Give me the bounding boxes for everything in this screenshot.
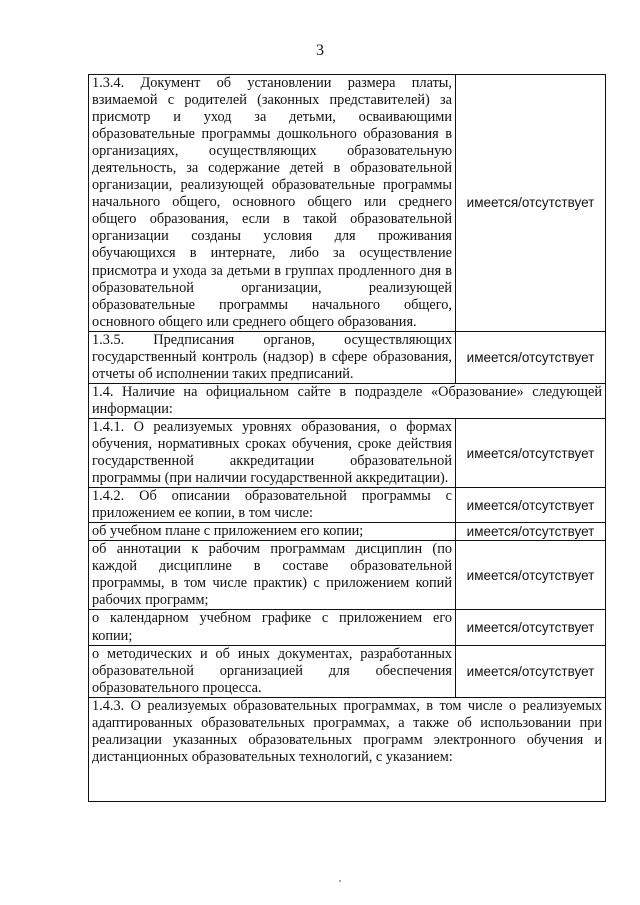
criterion-text: 1.4.2. Об описании образовательной программы с приложением ее копии, в том числе:: [89, 488, 456, 523]
criterion-text: 1.3.5. Предписания органов, осуществляющих государственный контроль (надзор) в сфере образования, отчеты об исполнении таких предписаний.: [89, 331, 456, 383]
table-row: [89, 523, 606, 541]
status-cell: имеется/отсутствует: [456, 418, 606, 487]
criterion-text: о методических и об иных документах, разработанных образовательной организацией для обеспечения образовательного процесса.: [89, 645, 456, 697]
table-row: [89, 75, 606, 332]
table-row: [89, 418, 606, 487]
status-cell: имеется/отсутствует: [456, 488, 606, 523]
scan-speck: [339, 880, 341, 882]
status-cell: имеется/отсутствует: [456, 541, 606, 610]
page-number: 3: [316, 42, 324, 59]
status-cell: имеется/отсутствует: [456, 523, 606, 541]
section-heading: 1.4. Наличие на официальном сайте в подразделе «Образование» следующей информации:: [89, 383, 606, 418]
table-row: [89, 331, 606, 383]
status-cell: имеется/отсутствует: [456, 645, 606, 697]
status-cell: имеется/отсутствует: [456, 331, 606, 383]
criterion-text: 1.4.1. О реализуемых уровнях образования, о формах обучения, нормативных сроках обучения, сроке действия государственной аккредитации образовательной программы (при наличии государственной аккредитации).: [89, 418, 456, 487]
status-cell: имеется/отсутствует: [456, 75, 606, 332]
criterion-text: 1.3.4. Документ об установлении размера платы, взимаемой с родителей (законных представителей) за присмотр и уход за детьми, осваивающими образовательные программы дошкольного образования в организациях, осуществляющих образовательную деятельность, за содержание детей в образовательной организации, реализующей образовательные программы начального общего, основного общего или среднего общего образования, если в такой образовательной организации созданы условия для проживания обучающихся в интернате, либо за осуществление присмотра и ухода за детьми в группах продленного дня в образовательной организации, реализующей образовательные программы начального общего, основного общего или среднего общего образования.: [89, 75, 456, 332]
table-row: [89, 645, 606, 697]
table-row: [89, 610, 606, 645]
status-cell: имеется/отсутствует: [456, 610, 606, 645]
criterion-text: об учебном плане с приложением его копии;: [89, 523, 456, 541]
table-row: [89, 697, 606, 801]
table-row: [89, 541, 606, 610]
criterion-text: 1.4.3. О реализуемых образовательных программах, в том числе о реализуемых адаптированных образовательных программах, а также об использовании при реализации указанных образовательных программ электронного обучения и дистанционных образовательных технологий, с указанием:: [89, 697, 606, 801]
criteria-table: [88, 74, 606, 802]
criterion-text: о календарном учебном графике с приложением его копии;: [89, 610, 456, 645]
table-row: [89, 488, 606, 523]
criterion-text: об аннотации к рабочим программам дисциплин (по каждой дисциплине в составе образовательной программы, в том числе практик) с приложением копий рабочих программ;: [89, 541, 456, 610]
table-row: [89, 383, 606, 418]
